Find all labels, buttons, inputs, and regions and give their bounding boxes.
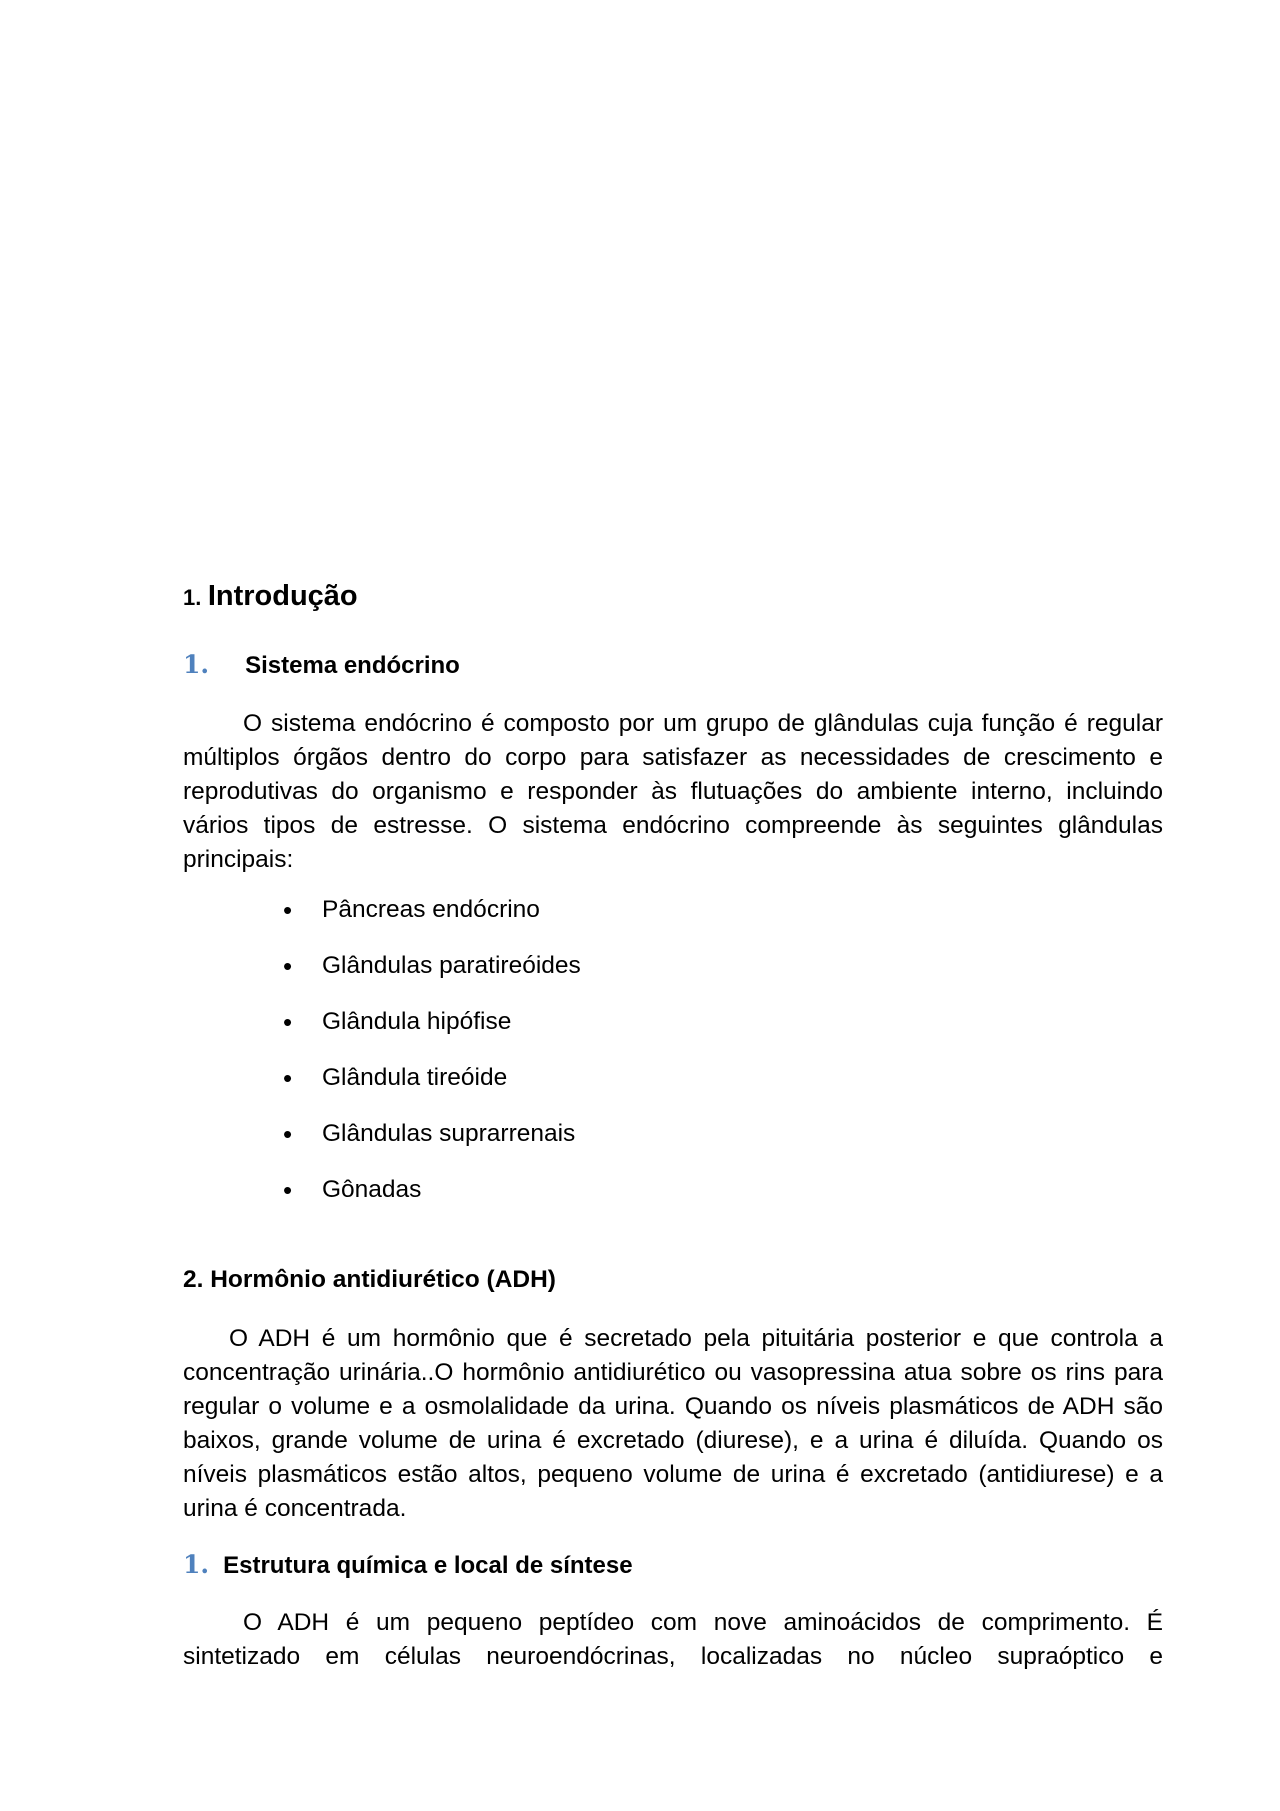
subsection-heading-estrutura [183,1550,633,1580]
heading-title: Introdução [207,580,358,612]
subsection-title: Sistema endócrino [245,652,460,679]
paragraph-sistema-endocrino: O sistema endócrino é composto por um grupo de glândulas cuja função é regular múltiplos órgãos dentro do corpo para satisfazer as necessidades de crescimento e reprodutivas do organismo e responder às flutuações do ambiente interno, incluindo vários tipos de estresse. O sistema endócrino compreende às seguintes glândulas principais: [183,710,1163,873]
heading-number: 1. [183,585,202,610]
bullet: • [283,895,293,925]
bullet: • [283,951,293,981]
subsection-title: Estrutura química e local de síntese [223,1552,633,1579]
bullet: • [283,1175,293,1205]
subsection-heading-sistema-endocrino [183,650,460,680]
bullet: • [283,1119,293,1149]
subsection-number: 1. [183,1550,210,1579]
paragraph-adh: O ADH é um hormônio que é secretado pela pituitária posterior e que controla a concentração urinária..O hormônio antidiurético ou vasopressina atua sobre os rins para regular o volume e a osmolalidade da urina. Quando os níveis plasmáticos de ADH são baixos, grande volume de urina é excretado (diurese), e a urina é diluída. Quando os níveis plasmáticos estão altos, pequeno volume de urina é excretado (antidiurese) e a urina é concentrada. [183,1325,1163,1522]
bullet: • [283,1007,293,1037]
section-heading-introducao [183,580,358,613]
subsection-number: 1. [183,650,210,679]
bullet: • [283,1063,293,1093]
section-heading-adh: 2. Hormônio antidiurético (ADH) [183,1266,556,1293]
paragraph-estrutura: O ADH é um pequeno peptídeo com nove aminoácidos de comprimento. É sintetizado em células neuroendócrinas, localizadas no núcleo supraóptico e [183,1609,1163,1670]
